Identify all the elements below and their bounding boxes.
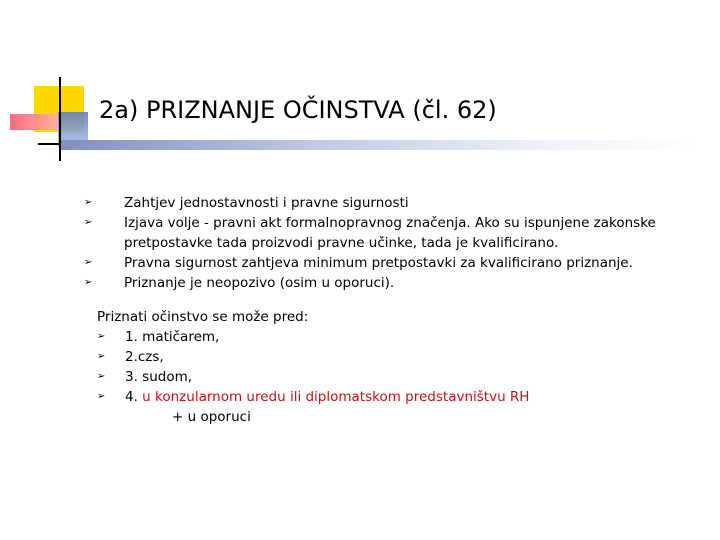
arrowhead-bullet-icon: ➢ (97, 351, 106, 362)
list-item (84, 213, 704, 253)
list-item (97, 367, 704, 387)
arrowhead-bullet-icon: ➢ (97, 371, 106, 382)
subline-text: + u oporuci (172, 409, 251, 425)
arrowhead-bullet-icon: ➢ (84, 217, 93, 228)
list-item-text: 3. sudom, (125, 369, 193, 385)
bullet-text: Izjava volje - pravni akt formalnopravnog značenja. Ako su ispunjene zakonske pretpostavke tada proizvodi pravne učinke, tada je kvalificirano. (124, 215, 656, 251)
slide-content (84, 193, 704, 427)
arrowhead-bullet-icon: ➢ (84, 197, 93, 208)
title-underline (61, 140, 701, 150)
list-item-text: 1. matičarem, (125, 329, 220, 345)
arrowhead-bullet-icon: ➢ (84, 257, 93, 268)
list-item (84, 253, 704, 273)
list-item-prefix: 4. (125, 389, 143, 405)
arrowhead-bullet-icon: ➢ (84, 277, 93, 288)
list-item (97, 327, 704, 347)
list-item (97, 387, 704, 407)
list-item (84, 273, 704, 293)
bullet-text: Zahtjev jednostavnosti i pravne sigurnosti (124, 195, 409, 211)
bullet-list (84, 193, 704, 293)
list-item (84, 193, 704, 213)
paragraph: Priznati očinstvo se može pred: (97, 309, 309, 325)
red-bar (10, 114, 60, 130)
list-item-text: 2.czs, (125, 349, 164, 365)
arrowhead-bullet-icon: ➢ (97, 331, 106, 342)
highlighted-text: u konzularnom uredu ili diplomatskom predstavništvu RH (142, 389, 530, 405)
bullet-text: Priznanje je neopozivo (osim u oporuci). (124, 275, 395, 291)
bullet-text: Pravna sigurnost zahtjeva minimum pretpostavki za kvalificirano priznanje. (124, 255, 633, 271)
arrowhead-bullet-icon: ➢ (97, 391, 106, 402)
slide-title: 2a) PRIZNANJE OČINSTVA (čl. 62) (99, 96, 497, 124)
list-item (97, 347, 704, 367)
authority-list (97, 327, 704, 407)
